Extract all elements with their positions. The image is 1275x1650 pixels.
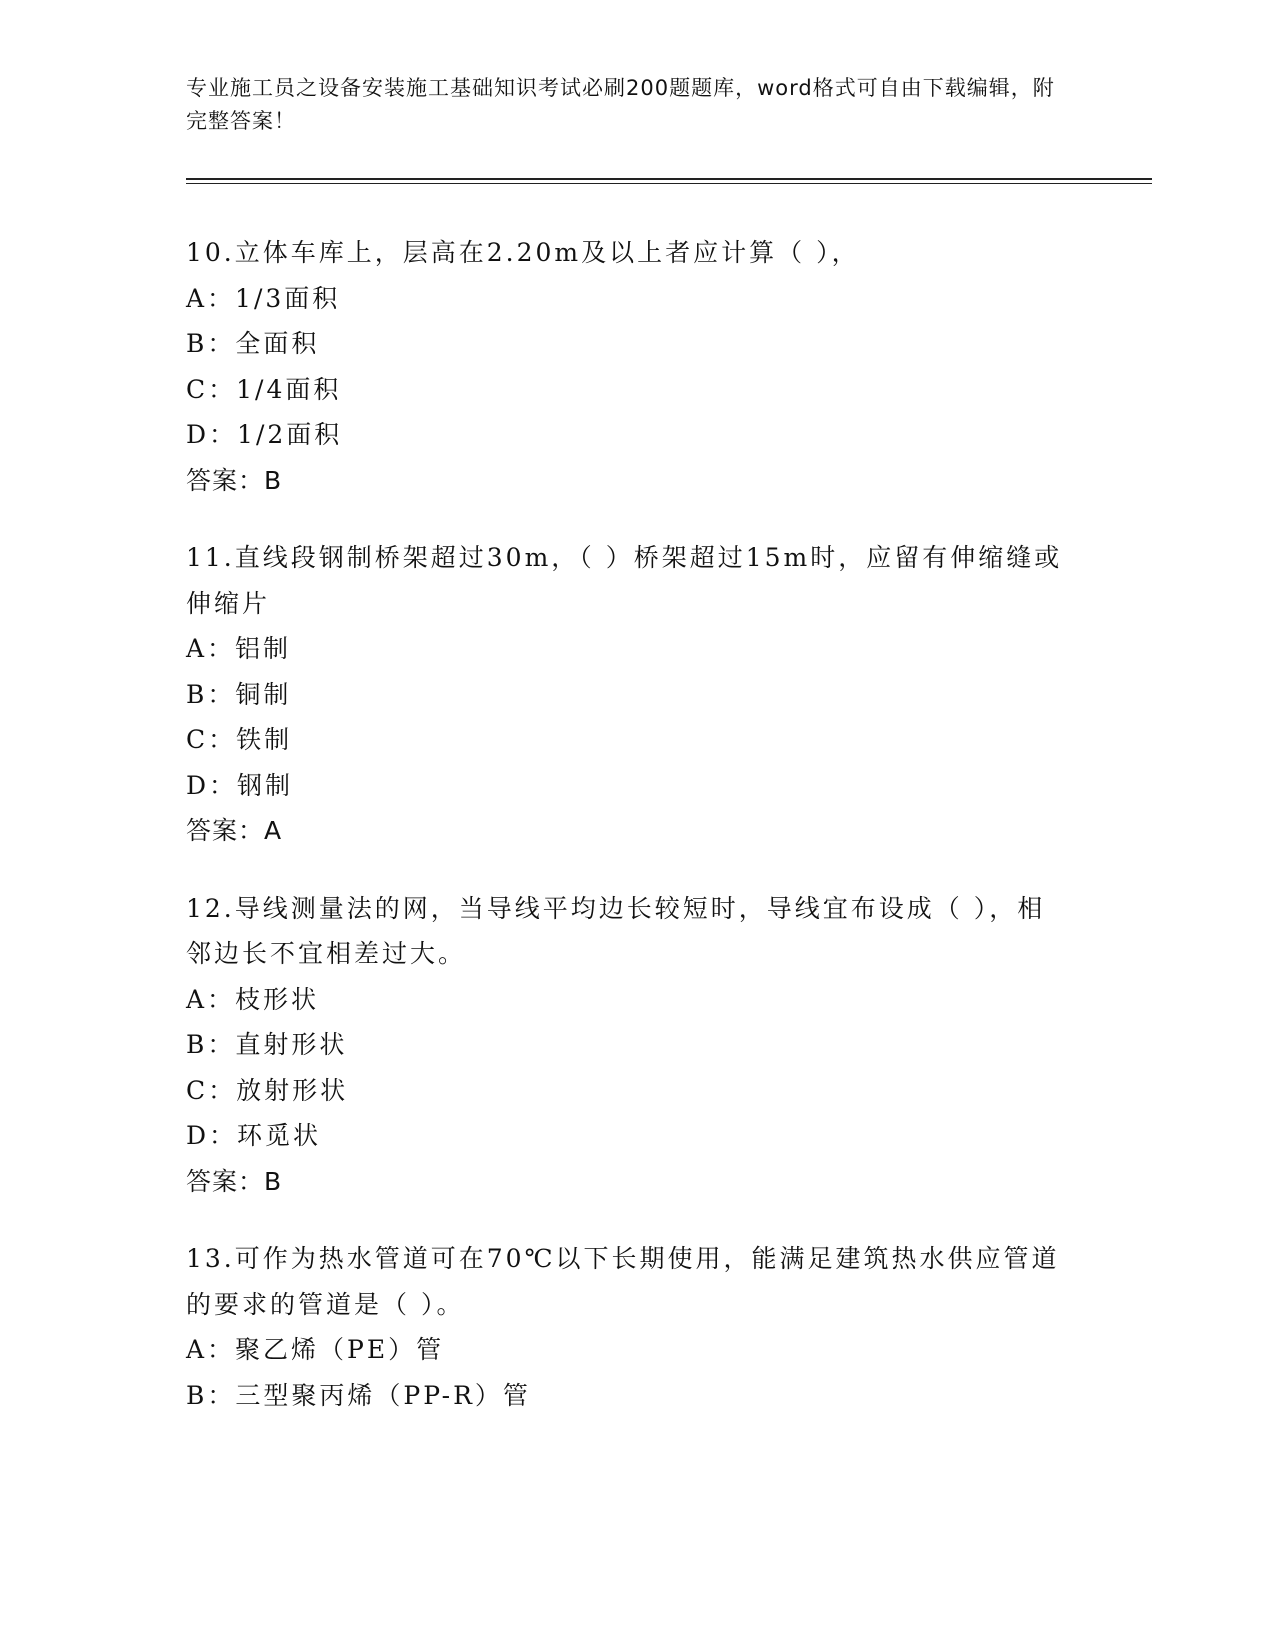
question-stem: 13.可作为热水管道可在70℃以下长期使用，能满足建筑热水供应管道的要求的管道是（ ）。: [186, 1244, 1060, 1319]
question-11: [186, 535, 1086, 854]
answer-line: 答案：A: [186, 816, 283, 845]
option-c: C：铁制: [186, 725, 293, 754]
header-divider-thin: [186, 183, 1152, 184]
question-12: [186, 886, 1086, 1205]
answer-line: 答案：B: [186, 1166, 283, 1196]
question-list: [186, 230, 1086, 1450]
question-stem: 10.立体车库上，层高在2.20m及以上者应计算（ ），: [186, 238, 860, 267]
option-d: D：1/2面积: [186, 420, 343, 449]
question-13: [186, 1236, 1086, 1418]
option-c: C：1/4面积: [186, 374, 342, 404]
header-title: 专业施工员之设备安装施工基础知识考试必刷200题题库，word格式可自由下载编辑，附完整答案！: [186, 76, 1055, 133]
option-b: B：直射形状: [186, 1030, 348, 1059]
option-b: B：三型聚丙烯（PP-R）管: [186, 1380, 531, 1410]
question-stem: 12.导线测量法的网，当导线平均边长较短时，导线宜布设成（ ），相邻边长不宜相差过大。: [186, 893, 1046, 968]
option-a: A：1/3面积: [186, 283, 341, 313]
option-a: A：聚乙烯（PE）管: [186, 1335, 445, 1364]
option-c: C：放射形状: [186, 1075, 349, 1105]
option-b: B：全面积: [186, 329, 320, 358]
question-stem: 11.直线段钢制桥架超过30m，（ ）桥架超过15m时，应留有伸缩缝或伸缩片: [186, 543, 1063, 618]
option-a: A：枝形状: [186, 984, 320, 1014]
option-a: A：铝制: [186, 634, 292, 663]
answer-line: 答案：B: [186, 465, 283, 495]
document-header: [186, 72, 1066, 138]
question-10: [186, 230, 1086, 503]
header-divider-thick: [186, 178, 1152, 180]
option-d: D：环觅状: [186, 1121, 322, 1150]
option-b: B：铜制: [186, 679, 292, 709]
option-d: D：钢制: [186, 770, 294, 800]
